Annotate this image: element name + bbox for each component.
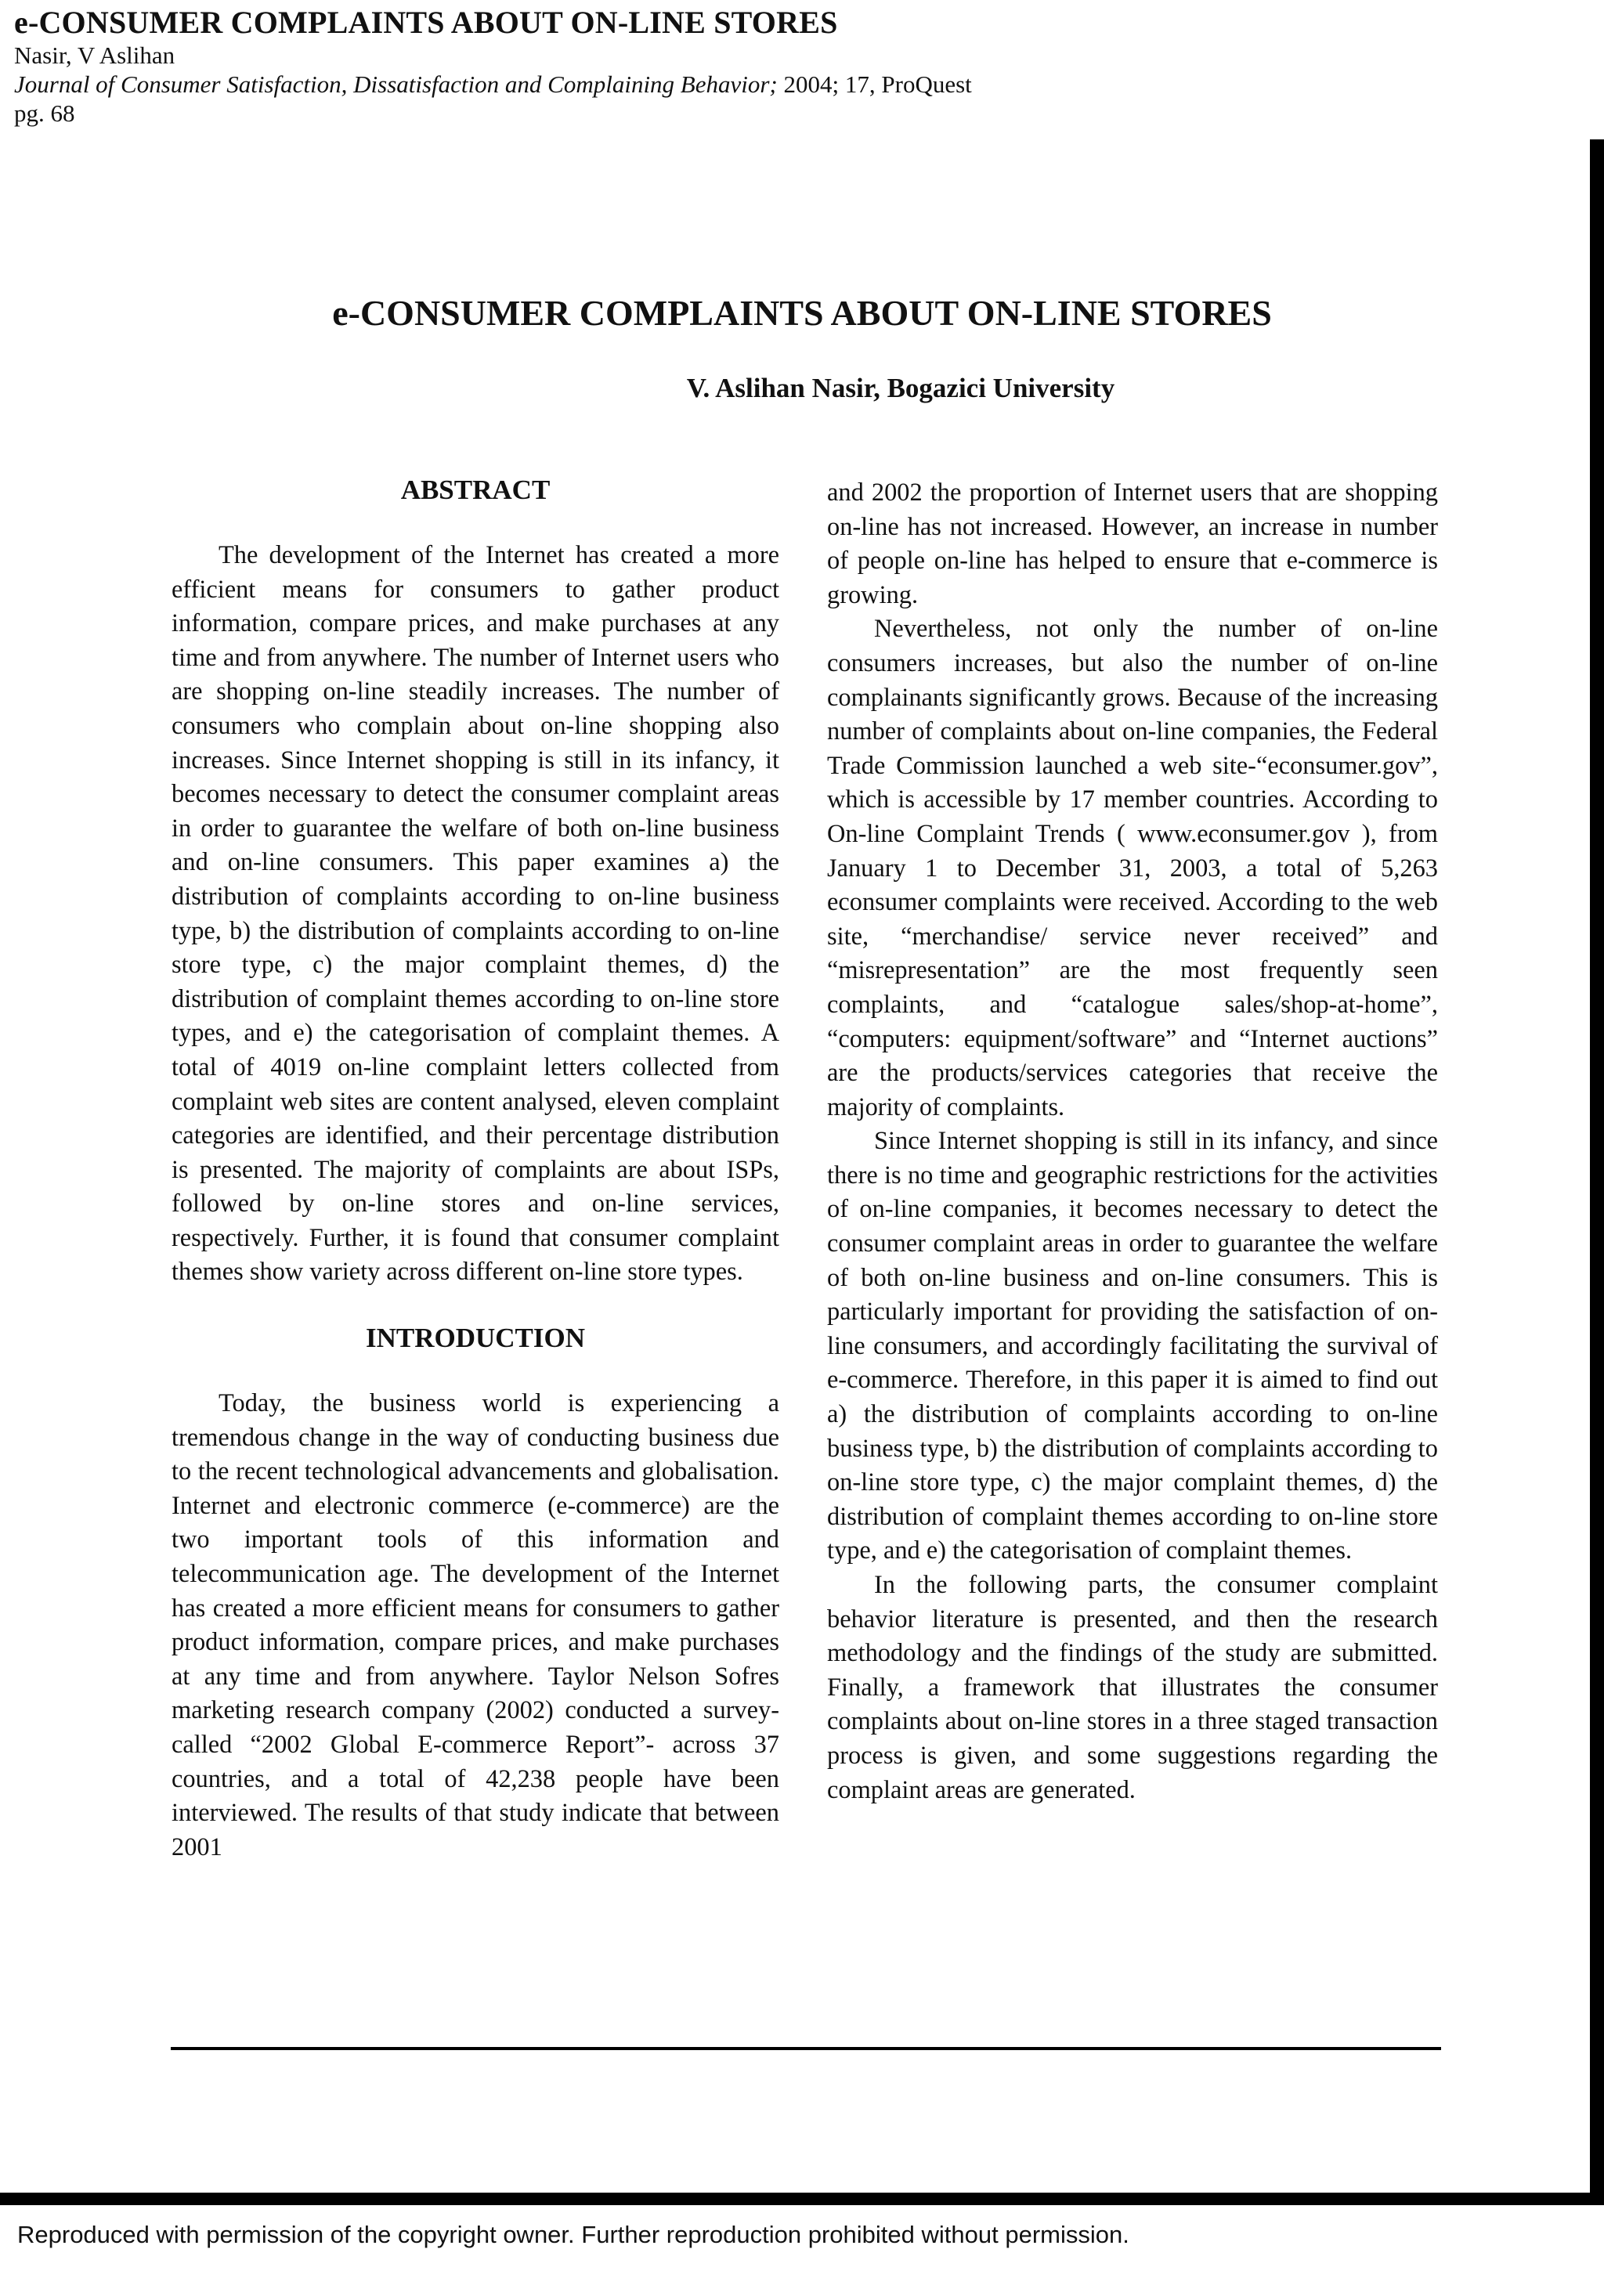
abstract-paragraph: The development of the Internet has created a more efficient means for consumers to gather product information, compare prices, and make purchases at any time and from anywhere. The number of Internet users who are shopping on-line steadily increases. The number of consumers who complain about on-line shopping also increases. Since Internet shopping is still in its infancy, it becomes necessary to detect the consumer complaint areas in order to guarantee the welfare of both on-line business and on-line consumers. This paper examines a) the distribution of complaints according to on-line business type, b) the distribution of complaints according to on-line store type, c) the major complaint themes, d) the distribution of complaint themes according to on-line store types, and e) the categorisation of complaint themes. A total of 4019 on-line complaint letters collected from complaint web sites are content analysed, eleven complaint categories are identified, and their percentage distribution is presented. The majority of complaints are about ISPs, followed by on-line stores and on-line services, respectively. Further, it is found that consumer complaint themes show variety across different on-line store types.	[172, 541, 779, 1287]
page-bottom-border	[0, 2193, 1604, 2205]
citation-page: pg. 68	[14, 99, 75, 127]
article-author: V. Aslihan Nasir, Bogazici University	[686, 373, 1115, 403]
permission-notice: Reproduced with permission of the copyright owner. Further reproduction prohibited without permission.	[17, 2221, 1129, 2248]
left-column	[172, 473, 779, 1865]
introduction-paragraph-3: Since Internet shopping is still in its infancy, and since there is no time and geographic restrictions for the activities of on-line companies, it becomes necessary to detect the consumer complaint areas in order to guarantee the welfare of both on-line business and on-line consumers. This is particularly important for providing the satisfaction of on-line consumers, and accordingly facilitating the survival of e-commerce. Therefore, in this paper it is aimed to find out a) the distribution of complaints according to on-line business type, b) the distribution of complaints according to on-line store type, c) the major complaint themes, d) the distribution of complaint themes according to on-line store type, and e) the categorisation of complaint themes.	[827, 1127, 1438, 1565]
introduction-paragraph-2: Nevertheless, not only the number of on-line consumers increases, but also the number of on-line complainants significantly grows. Because of the increasing number of complaints about on-line companies, the Federal Trade Commission launched a web site-“econsumer.gov”, which is accessible by 17 member countries. According to On-line Complaint Trends ( www.econsumer.gov ), from January 1 to December 31, 2003, a total of 5,263 econsumer complaints were received. According to the web site, “merchandise/ service never received” and “misrepresentation” are the most frequently seen complaints, and “catalogue sales/shop-at-home”, “computers: equipment/software” and “Internet auctions” are the products/services categories that receive the majority of complaints.	[827, 615, 1438, 1121]
abstract-heading: ABSTRACT	[400, 475, 551, 505]
citation-author: Nasir, V Aslihan	[14, 42, 175, 69]
citation-details: 2004; 17, ProQuest	[777, 70, 972, 98]
footnote-divider	[171, 2047, 1441, 2050]
page-right-border	[1590, 139, 1604, 2205]
citation-source	[14, 70, 1346, 99]
citation-header	[14, 5, 1346, 128]
citation-title: e-CONSUMER COMPLAINTS ABOUT ON-LINE STORES	[14, 5, 838, 40]
introduction-paragraph-continued: and 2002 the proportion of Internet users that are shopping on-line has not increased. However, an increase in number of people on-line has helped to ensure that e-commerce is growing.	[827, 478, 1438, 609]
introduction-heading: INTRODUCTION	[365, 1323, 586, 1354]
right-column	[827, 476, 1438, 1807]
introduction-paragraph-4: In the following parts, the consumer complaint behavior literature is presented, and then the research methodology and the findings of the study are submitted. Finally, a framework that illustrates the consumer complaints about on-line stores in a three staged transaction process is given, and some suggestions regarding the complaint areas are generated.	[827, 1571, 1438, 1804]
article-title: e-CONSUMER COMPLAINTS ABOUT ON-LINE STORES	[332, 293, 1272, 333]
citation-journal: Journal of Consumer Satisfaction, Dissatisfaction and Complaining Behavior;	[14, 70, 778, 98]
introduction-paragraph-1: Today, the business world is experiencing a tremendous change in the way of conducting business due to the recent technological advancements and globalisation. Internet and electronic commerce (e-commerce) are the two important tools of this information and telecommunication age. The development of the Internet has created a more efficient means for consumers to gather product information, compare prices, and make purchases at any time and from anywhere. Taylor Nelson Sofres marketing research company (2002) conducted a survey-called “2002 Global E-commerce Report”- across 37 countries, and a total of 42,238 people have been interviewed. The results of that study indicate that between 2001	[172, 1389, 779, 1861]
